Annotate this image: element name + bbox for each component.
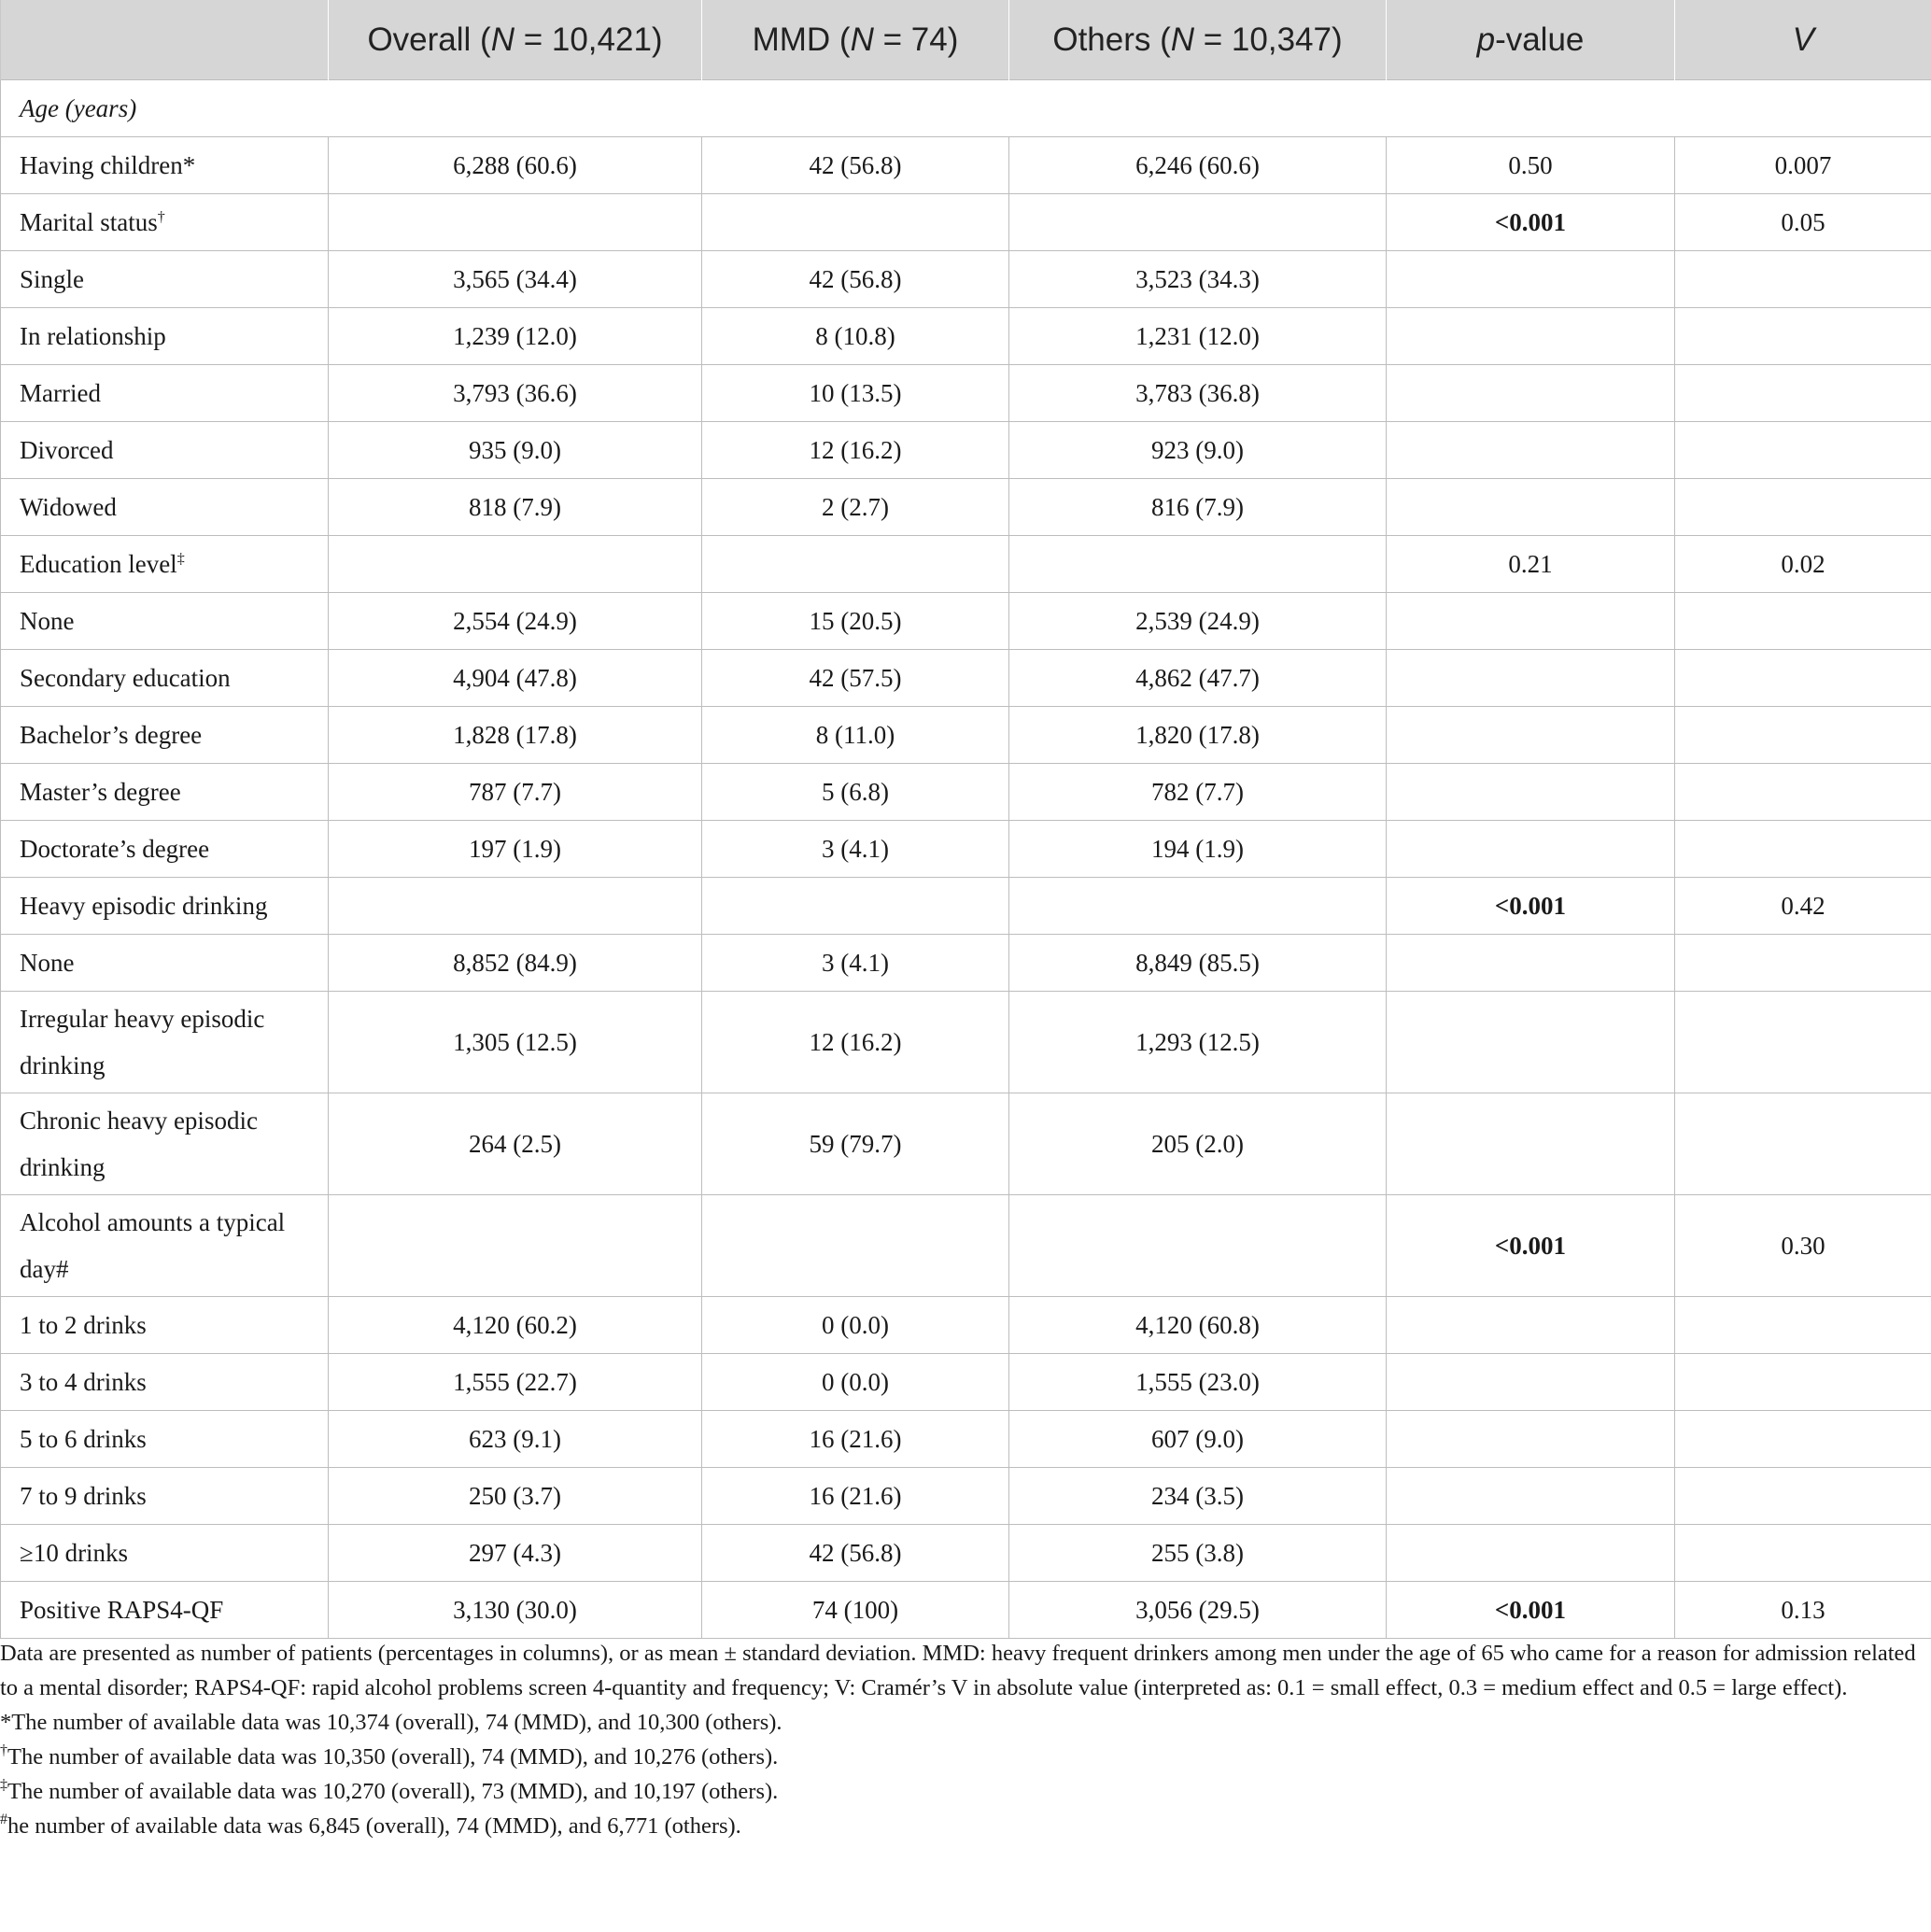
cell-mmd: 42 (56.8): [702, 251, 1009, 308]
cell-v: [1675, 764, 1931, 821]
table-row: [1, 593, 1931, 650]
cell-others: 3,056 (29.5): [1009, 1582, 1387, 1639]
cell-others: 1,231 (12.0): [1009, 308, 1387, 365]
cell-v: 0.30: [1675, 1195, 1931, 1297]
cell-p-value: [1387, 365, 1675, 422]
row-label-text: In relationship: [20, 322, 166, 350]
table-row: [1, 308, 1931, 365]
row-label-text: Married: [20, 379, 101, 407]
footnote-main: Data are presented as number of patients (percentages in columns), or as mean ± standard deviation. MMD: heavy frequent drinkers among men under the age of 65 who came for a reason for admission related to a mental disorder; RAPS4-QF: rapid alcohol problems screen 4-quantity and frequency; V: Cramér’s V in absolute value (interpreted as: 0.1 = small effect, 0.3 = medium effect and 0.5 = large effect).: [0, 1641, 1916, 1700]
cell-overall: 8,852 (84.9): [329, 935, 702, 992]
cell-mmd: 16 (21.6): [702, 1468, 1009, 1525]
cell-p-value: 0.50: [1387, 137, 1675, 194]
footnote-marker: ‡: [176, 551, 185, 567]
cell-v: [1675, 1297, 1931, 1354]
row-label-text: 1 to 2 drinks: [20, 1311, 147, 1339]
header-others: Others (N = 10,347): [1009, 0, 1387, 80]
cell-v: [1675, 707, 1931, 764]
cell-overall: 250 (3.7): [329, 1468, 702, 1525]
row-label: [1, 1297, 329, 1354]
row-label-text: Education level: [20, 550, 177, 578]
cell-others: 4,862 (47.7): [1009, 650, 1387, 707]
cell-mmd: 3 (4.1): [702, 935, 1009, 992]
cell-overall: [329, 536, 702, 593]
table-row: [1, 992, 1931, 1093]
cell-overall: 1,555 (22.7): [329, 1354, 702, 1411]
cell-mmd: [702, 536, 1009, 593]
table-row: [1, 878, 1931, 935]
cell-others: 1,555 (23.0): [1009, 1354, 1387, 1411]
cell-v: 0.42: [1675, 878, 1931, 935]
row-label: [1, 137, 329, 194]
cell-mmd: 2 (2.7): [702, 479, 1009, 536]
cell-v: 0.007: [1675, 137, 1931, 194]
row-label: [1, 1093, 329, 1195]
cell-others: 816 (7.9): [1009, 479, 1387, 536]
cell-others: 3,783 (36.8): [1009, 365, 1387, 422]
cell-mmd: [702, 1195, 1009, 1297]
cell-p-value: [1387, 251, 1675, 308]
row-label-text: Irregular heavy episodic drinking: [20, 1005, 265, 1079]
cell-p-value: [1387, 1411, 1675, 1468]
row-label-text: 3 to 4 drinks: [20, 1368, 147, 1396]
footnote-dagger: †The number of available data was 10,350 (overall), 74 (MMD), and 10,276 (others).: [0, 1742, 779, 1770]
row-label: [1, 422, 329, 479]
cell-v: [1675, 308, 1931, 365]
cell-p-value: 0.21: [1387, 536, 1675, 593]
cell-others: 205 (2.0): [1009, 1093, 1387, 1195]
table-row: [1, 536, 1931, 593]
cell-mmd: 42 (56.8): [702, 1525, 1009, 1582]
row-label: [1, 707, 329, 764]
table-row: [1, 365, 1931, 422]
cell-v: 0.05: [1675, 194, 1931, 251]
table-row: [1, 707, 1931, 764]
row-label: [1, 992, 329, 1093]
cell-mmd: 8 (11.0): [702, 707, 1009, 764]
header-mmd: MMD (N = 74): [702, 0, 1009, 80]
row-label: [1, 308, 329, 365]
cell-overall: [329, 1195, 702, 1297]
cell-others: 3,523 (34.3): [1009, 251, 1387, 308]
cell-mmd: 0 (0.0): [702, 1354, 1009, 1411]
table-row: [1, 1297, 1931, 1354]
cell-overall: [329, 878, 702, 935]
row-label-text: Having children*: [20, 151, 196, 179]
cell-v: [1675, 1411, 1931, 1468]
row-label-text: Chronic heavy episodic drinking: [20, 1107, 258, 1181]
header-row: [1, 0, 1931, 80]
row-label: [1, 650, 329, 707]
header-p-value: p-value: [1387, 0, 1675, 80]
cell-v: [1675, 650, 1931, 707]
cell-p-value: [1387, 764, 1675, 821]
cell-v: 0.02: [1675, 536, 1931, 593]
cell-v: [1675, 1093, 1931, 1195]
row-label: [1, 1354, 329, 1411]
cell-p-value: [1387, 650, 1675, 707]
cell-mmd: 5 (6.8): [702, 764, 1009, 821]
cell-v: [1675, 479, 1931, 536]
cell-p-value: <0.001: [1387, 1195, 1675, 1297]
cell-p-value: [1387, 707, 1675, 764]
row-label: [1, 536, 329, 593]
cell-p-value: <0.001: [1387, 1582, 1675, 1639]
cell-v: [1675, 593, 1931, 650]
cell-v: [1675, 422, 1931, 479]
header-v: V: [1675, 0, 1931, 80]
cell-v: [1675, 935, 1931, 992]
cell-p-value: [1387, 479, 1675, 536]
footnote-hash: #he number of available data was 6,845 (overall), 74 (MMD), and 6,771 (others).: [0, 1812, 741, 1839]
table-row: [1, 251, 1931, 308]
cell-overall: 197 (1.9): [329, 821, 702, 878]
cell-overall: 4,904 (47.8): [329, 650, 702, 707]
cell-overall: 3,565 (34.4): [329, 251, 702, 308]
row-label: [1, 878, 329, 935]
row-label: [1, 479, 329, 536]
cell-overall: 4,120 (60.2): [329, 1297, 702, 1354]
cell-others: [1009, 536, 1387, 593]
cell-others: 2,539 (24.9): [1009, 593, 1387, 650]
cell-overall: [329, 194, 702, 251]
header-overall: Overall (N = 10,421): [329, 0, 702, 80]
cell-p-value: [1387, 1093, 1675, 1195]
row-label: [1, 935, 329, 992]
cell-others: 234 (3.5): [1009, 1468, 1387, 1525]
cell-p-value: [1387, 1354, 1675, 1411]
table-row: [1, 821, 1931, 878]
cell-p-value: [1387, 992, 1675, 1093]
cell-others: 1,820 (17.8): [1009, 707, 1387, 764]
table-row: [1, 194, 1931, 251]
row-label-text: Master’s degree: [20, 778, 181, 806]
cell-overall: 1,828 (17.8): [329, 707, 702, 764]
cell-mmd: 42 (57.5): [702, 650, 1009, 707]
cell-overall: 264 (2.5): [329, 1093, 702, 1195]
table-footnotes: [0, 1636, 1929, 1843]
table-row: [1, 1582, 1931, 1639]
cell-v: [1675, 1468, 1931, 1525]
cell-v: 0.13: [1675, 1582, 1931, 1639]
cell-overall: 6,288 (60.6): [329, 137, 702, 194]
cell-overall: 935 (9.0): [329, 422, 702, 479]
cell-mmd: 8 (10.8): [702, 308, 1009, 365]
cell-v: [1675, 1525, 1931, 1582]
cell-others: 6,246 (60.6): [1009, 137, 1387, 194]
cell-mmd: 12 (16.2): [702, 992, 1009, 1093]
row-label-text: Marital status: [20, 208, 158, 236]
cell-others: [1009, 194, 1387, 251]
row-label-text: Single: [20, 265, 85, 293]
row-label-text: None: [20, 607, 75, 635]
cell-mmd: 0 (0.0): [702, 1297, 1009, 1354]
header-empty: [1, 0, 329, 80]
cell-mmd: 3 (4.1): [702, 821, 1009, 878]
table-row: [1, 650, 1931, 707]
cell-p-value: [1387, 1468, 1675, 1525]
table-row: [1, 1093, 1931, 1195]
cell-p-value: <0.001: [1387, 194, 1675, 251]
cell-mmd: 16 (21.6): [702, 1411, 1009, 1468]
row-label: [1, 593, 329, 650]
cell-mmd: 15 (20.5): [702, 593, 1009, 650]
cell-overall: 1,305 (12.5): [329, 992, 702, 1093]
cell-others: 8,849 (85.5): [1009, 935, 1387, 992]
row-label-text: None: [20, 949, 75, 977]
cell-p-value: [1387, 821, 1675, 878]
cell-mmd: 12 (16.2): [702, 422, 1009, 479]
table-row: [1, 137, 1931, 194]
cell-overall: 1,239 (12.0): [329, 308, 702, 365]
cell-others: 782 (7.7): [1009, 764, 1387, 821]
cell-v: [1675, 251, 1931, 308]
table-row: [1, 1525, 1931, 1582]
row-label: [1, 821, 329, 878]
cell-p-value: [1387, 1297, 1675, 1354]
cell-others: 194 (1.9): [1009, 821, 1387, 878]
cell-overall: 787 (7.7): [329, 764, 702, 821]
row-label: [1, 194, 329, 251]
cell-p-value: [1387, 308, 1675, 365]
footnote-marker: †: [157, 209, 165, 225]
cell-mmd: 59 (79.7): [702, 1093, 1009, 1195]
cell-others: [1009, 1195, 1387, 1297]
cell-mmd: 74 (100): [702, 1582, 1009, 1639]
cell-p-value: [1387, 935, 1675, 992]
row-label: [1, 764, 329, 821]
row-label: [1, 1582, 329, 1639]
row-label: [1, 365, 329, 422]
row-label-text: ≥10 drinks: [20, 1539, 129, 1567]
row-label-text: 5 to 6 drinks: [20, 1425, 147, 1453]
cell-v: [1675, 992, 1931, 1093]
cell-others: 923 (9.0): [1009, 422, 1387, 479]
cell-v: [1675, 821, 1931, 878]
section-label: Age (years): [1, 80, 1931, 137]
table-row: [1, 1468, 1931, 1525]
row-label: [1, 1411, 329, 1468]
cell-v: [1675, 365, 1931, 422]
cell-overall: 3,130 (30.0): [329, 1582, 702, 1639]
cell-others: [1009, 878, 1387, 935]
cell-mmd: [702, 194, 1009, 251]
cell-mmd: 42 (56.8): [702, 137, 1009, 194]
cell-overall: 3,793 (36.6): [329, 365, 702, 422]
cell-mmd: [702, 878, 1009, 935]
cell-p-value: [1387, 422, 1675, 479]
row-label-text: Bachelor’s degree: [20, 721, 203, 749]
row-label: [1, 1195, 329, 1297]
row-label-text: Widowed: [20, 493, 117, 521]
row-label-text: Heavy episodic drinking: [20, 892, 268, 920]
row-label-text: Alcohol amounts a typical day#: [20, 1208, 286, 1283]
cell-p-value: [1387, 1525, 1675, 1582]
cell-mmd: 10 (13.5): [702, 365, 1009, 422]
table-row: [1, 935, 1931, 992]
table-row: [1, 479, 1931, 536]
row-label-text: Doctorate’s degree: [20, 835, 210, 863]
row-label-text: 7 to 9 drinks: [20, 1482, 147, 1510]
row-label-text: Positive RAPS4-QF: [20, 1596, 224, 1624]
section-row: [1, 80, 1931, 137]
cell-others: 4,120 (60.8): [1009, 1297, 1387, 1354]
footnote-star: *The number of available data was 10,374 (overall), 74 (MMD), and 10,300 (others).: [0, 1710, 782, 1735]
cell-others: 1,293 (12.5): [1009, 992, 1387, 1093]
table-row: [1, 1195, 1931, 1297]
cell-others: 607 (9.0): [1009, 1411, 1387, 1468]
row-label: [1, 1468, 329, 1525]
cell-p-value: <0.001: [1387, 878, 1675, 935]
cell-overall: 818 (7.9): [329, 479, 702, 536]
row-label-text: Divorced: [20, 436, 114, 464]
row-label-text: Secondary education: [20, 664, 231, 692]
cell-overall: 2,554 (24.9): [329, 593, 702, 650]
cell-p-value: [1387, 593, 1675, 650]
table-row: [1, 422, 1931, 479]
cell-others: 255 (3.8): [1009, 1525, 1387, 1582]
cell-v: [1675, 1354, 1931, 1411]
row-label: [1, 1525, 329, 1582]
cell-overall: 297 (4.3): [329, 1525, 702, 1582]
table-row: [1, 1411, 1931, 1468]
cell-overall: 623 (9.1): [329, 1411, 702, 1468]
footnote-ddagger: ‡The number of available data was 10,270 (overall), 73 (MMD), and 10,197 (others).: [0, 1777, 779, 1804]
table-row: [1, 764, 1931, 821]
table-row: [1, 1354, 1931, 1411]
row-label: [1, 251, 329, 308]
